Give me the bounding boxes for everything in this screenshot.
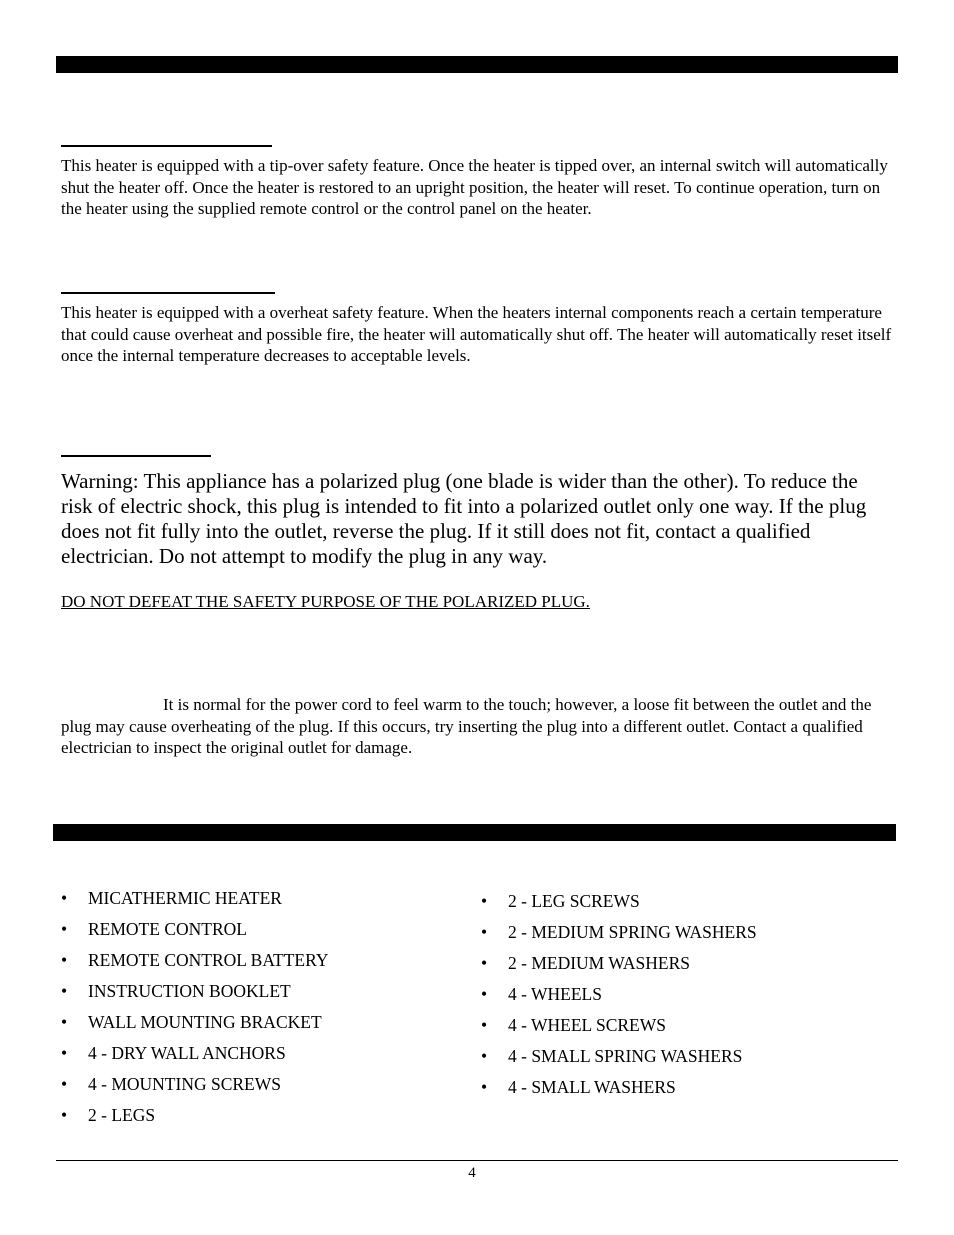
- subheading-rule-tip-over: [61, 145, 272, 147]
- list-item-label: 4 - WHEELS: [508, 984, 602, 1004]
- power-cord-text: It is normal for the power cord to feel warm to the touch; however, a loose fit between the outlet and the plug may cause overheating of the plug. If this occurs, try inserting the plug into a different outlet. Contact a qualified electrician to inspect the original outlet for damage.: [61, 695, 872, 757]
- list-item: [61, 919, 441, 950]
- bullet-icon: •: [481, 891, 488, 911]
- tip-over-paragraph: This heater is equipped with a tip-over safety feature. Once the heater is tipped over, an internal switch will automatically shut the heater off. Once the heater is restored to an upright position, the heater will reset. To continue operation, turn on the heater using the supplied remote control or the control panel on the heater.: [61, 156, 888, 218]
- bullet-icon: •: [61, 1105, 68, 1125]
- page-number: 4: [468, 1165, 476, 1181]
- bullet-icon: •: [481, 953, 488, 973]
- list-item: [61, 1043, 441, 1074]
- power-cord-paragraph: [61, 694, 896, 759]
- bullet-icon: •: [61, 1012, 68, 1032]
- list-item-label: 2 - MEDIUM SPRING WASHERS: [508, 922, 757, 942]
- bullet-icon: •: [481, 1015, 488, 1035]
- list-item: [481, 953, 881, 984]
- list-item: [481, 891, 881, 922]
- list-item: [481, 1077, 881, 1108]
- list-item: [61, 1012, 441, 1043]
- list-item-label: 2 - LEG SCREWS: [508, 891, 640, 911]
- bullet-icon: •: [61, 981, 68, 1001]
- list-item-label: 4 - WHEEL SCREWS: [508, 1015, 666, 1035]
- list-item: [61, 888, 441, 919]
- list-item: [481, 922, 881, 953]
- list-item-label: REMOTE CONTROL: [88, 919, 247, 939]
- bullet-icon: •: [61, 1043, 68, 1063]
- contents-list-right: [481, 891, 881, 1108]
- list-item: [61, 950, 441, 981]
- bullet-icon: •: [481, 922, 488, 942]
- list-item-label: 4 - SMALL SPRING WASHERS: [508, 1046, 743, 1066]
- footer-rule: [56, 1160, 898, 1161]
- list-item-label: 4 - SMALL WASHERS: [508, 1077, 676, 1097]
- bullet-icon: •: [61, 950, 68, 970]
- list-item: [61, 1074, 441, 1105]
- list-item-label: INSTRUCTION BOOKLET: [88, 981, 291, 1001]
- list-item-label: 4 - MOUNTING SCREWS: [88, 1074, 281, 1094]
- list-item-label: 2 - MEDIUM WASHERS: [508, 953, 690, 973]
- list-item-label: REMOTE CONTROL BATTERY: [88, 950, 329, 970]
- bullet-icon: •: [481, 1077, 488, 1097]
- overheat-paragraph: This heater is equipped with a overheat safety feature. When the heaters internal components reach a certain temperature that could cause overheat and possible fire, the heater will automatically shut off. The heater will automatically reset itself once the internal temperature decreases to acceptable levels.: [61, 303, 892, 365]
- bullet-icon: •: [481, 984, 488, 1004]
- list-item-label: 4 - DRY WALL ANCHORS: [88, 1043, 286, 1063]
- list-item-label: 2 - LEGS: [88, 1105, 156, 1125]
- list-item-label: MICATHERMIC HEATER: [88, 888, 282, 908]
- bullet-icon: •: [61, 919, 68, 939]
- list-item: [481, 984, 881, 1015]
- bullet-icon: •: [61, 888, 68, 908]
- list-item-label: WALL MOUNTING BRACKET: [88, 1012, 322, 1032]
- section-header-bar-top: [56, 56, 898, 73]
- subheading-rule-overheat: [61, 292, 275, 294]
- plug-warning-paragraph: Warning: This appliance has a polarized plug (one blade is wider than the other). To reduce the risk of electric shock, this plug is intended to fit into a polarized outlet only one way. If the plug does not fit fully into the outlet, reverse the plug. If it still does not fit, contact a qualified electrician. Do not attempt to modify the plug in any way.: [61, 469, 867, 568]
- list-item: [481, 1046, 881, 1077]
- list-item: [61, 981, 441, 1012]
- subheading-rule-plug: [61, 455, 211, 457]
- list-item: [481, 1015, 881, 1046]
- bullet-icon: •: [481, 1046, 488, 1066]
- section-header-bar-contents: [53, 824, 896, 841]
- list-item: [61, 1105, 441, 1136]
- contents-list-left: [61, 888, 441, 1136]
- plug-caution-text: DO NOT DEFEAT THE SAFETY PURPOSE OF THE POLARIZED PLUG.: [61, 592, 590, 611]
- bullet-icon: •: [61, 1074, 68, 1094]
